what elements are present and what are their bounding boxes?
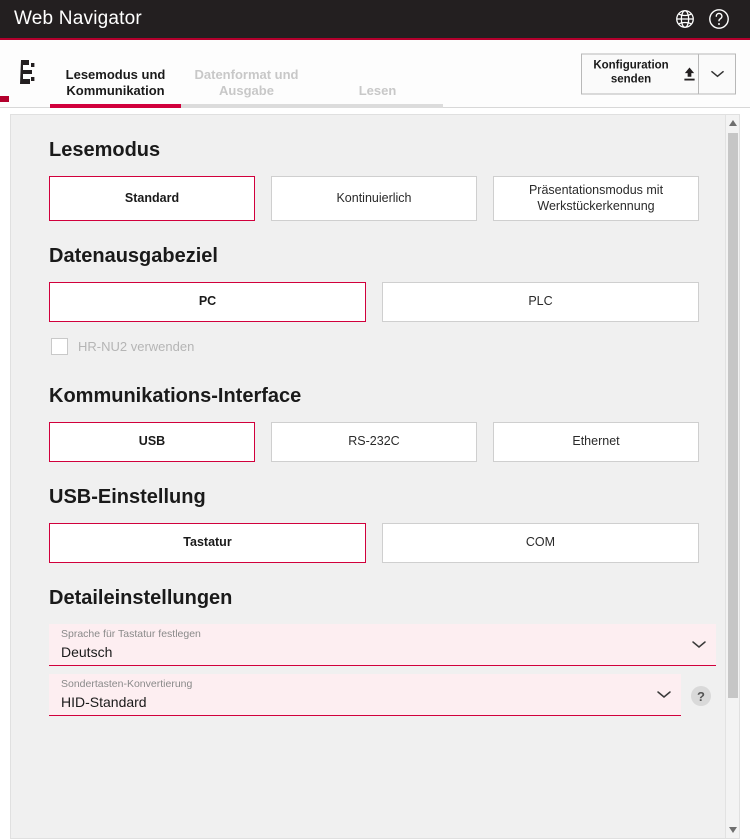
tab-label: Lesen [358, 83, 397, 99]
option-label: Ethernet [572, 434, 620, 449]
help-circle-icon[interactable] [702, 2, 736, 36]
hr-nu2-checkbox[interactable] [51, 338, 68, 355]
section-title-lesemodus: Lesemodus [49, 139, 161, 161]
chevron-down-icon [657, 690, 671, 699]
option-label: RS-232C [348, 434, 400, 449]
option-label: COM [525, 535, 556, 550]
tab-datenformat-und-ausgabe[interactable] [181, 67, 312, 108]
option-label: Tastatur [183, 535, 232, 550]
lesemodus-option-standard[interactable] [49, 176, 255, 221]
special-key-conversion-help-icon[interactable]: ? [691, 686, 711, 706]
chevron-down-icon [692, 640, 706, 649]
settings-scroll-area [11, 115, 725, 838]
datenausgabeziel-option-plc[interactable] [382, 282, 699, 322]
header-bar [0, 40, 750, 108]
kommunikations-interface-option-usb[interactable] [49, 422, 255, 462]
lesemodus-option-row [49, 176, 699, 221]
send-configuration-button[interactable] [581, 53, 699, 94]
hr-nu2-checkbox-row[interactable] [51, 338, 699, 355]
tab-indicator [181, 104, 312, 108]
usb-einstellung-option-com[interactable] [382, 523, 699, 563]
tab-bar [50, 40, 443, 108]
option-label: Kontinuierlich [336, 190, 412, 205]
tab-indicator [312, 104, 443, 108]
section-title-detaileinstellungen: Detaileinstellungen [49, 587, 233, 610]
option-label: Präsentationsmodus mit Werkstückerkennung [528, 183, 664, 213]
settings-content [11, 115, 725, 716]
section-title-kommunikations-interface: Kommunikations-Interface [49, 385, 302, 408]
tab-label: Lesemodus und Kommunikation [65, 67, 166, 99]
tab-active-indicator [50, 104, 181, 108]
section-title-usb-einstellung: USB-Einstellung [49, 486, 206, 509]
app-title: Web Navigator [14, 8, 142, 29]
option-label: PC [198, 294, 217, 309]
vertical-scrollbar[interactable] [725, 115, 739, 838]
keyboard-language-value: Deutsch [61, 643, 113, 660]
keyboard-language-select[interactable] [49, 624, 716, 666]
keyboard-language-field-group [49, 624, 699, 666]
lesemodus-option-praesentationsmodus[interactable] [493, 176, 699, 221]
scroll-thumb[interactable] [728, 133, 738, 698]
accent-marker [0, 96, 9, 102]
keyboard-language-label: Sprache für Tastatur festlegen [61, 628, 201, 641]
caret-down-icon[interactable] [726, 822, 740, 838]
tab-lesemodus-und-kommunikation[interactable] [50, 67, 181, 108]
kommunikations-interface-option-rs232c[interactable] [271, 422, 477, 462]
send-configuration-label: Konfiguration senden [593, 59, 669, 86]
section-title-datenausgabeziel: Datenausgabeziel [49, 245, 218, 268]
usb-einstellung-option-tastatur[interactable] [49, 523, 366, 563]
hr-nu2-checkbox-label: HR-NU2 verwenden [78, 339, 195, 355]
special-key-conversion-field-group [49, 674, 705, 716]
datenausgabeziel-option-row [49, 282, 699, 322]
lesemodus-option-kontinuierlich[interactable] [271, 176, 477, 221]
settings-panel [10, 114, 740, 839]
option-label: PLC [528, 294, 553, 309]
special-key-conversion-value: HID-Standard [61, 693, 147, 710]
chevron-down-icon [711, 69, 724, 78]
caret-up-icon[interactable] [726, 115, 740, 131]
datenausgabeziel-option-pc[interactable] [49, 282, 366, 322]
option-label: USB [138, 434, 166, 449]
globe-icon[interactable] [668, 2, 702, 36]
window-titlebar [0, 0, 750, 38]
header-actions [581, 53, 736, 94]
option-label: Standard [124, 190, 180, 205]
special-key-conversion-label: Sondertasten-Konvertierung [61, 678, 193, 691]
tab-lesen[interactable] [312, 83, 443, 107]
keyence-logo-icon [6, 57, 50, 91]
tab-label: Datenformat und Ausgabe [194, 67, 299, 99]
kommunikations-interface-option-row [49, 422, 699, 462]
upload-icon [680, 66, 698, 81]
kommunikations-interface-option-ethernet[interactable] [493, 422, 699, 462]
usb-einstellung-option-row [49, 523, 699, 563]
special-key-conversion-select[interactable] [49, 674, 705, 716]
send-configuration-dropdown-button[interactable] [699, 53, 736, 94]
